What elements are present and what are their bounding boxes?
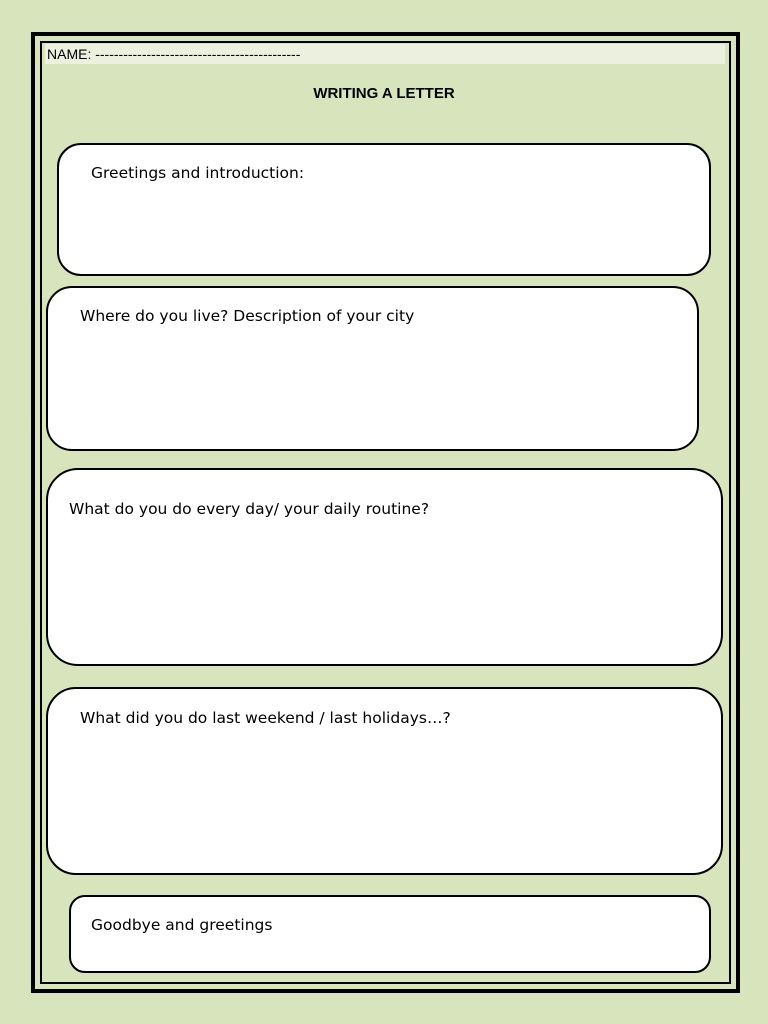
last-weekend-section-box[interactable]: [46, 687, 723, 875]
section-label: What did you do last weekend / last holidays…?: [80, 709, 451, 727]
section-label: Goodbye and greetings: [91, 916, 273, 934]
section-label: Where do you live? Description of your city: [80, 307, 415, 325]
where-you-live-section-box[interactable]: [46, 286, 699, 451]
section-label: What do you do every day/ your daily routine?: [69, 500, 430, 518]
page-title: WRITING A LETTER: [313, 85, 455, 102]
goodbye-section-box[interactable]: [69, 895, 711, 973]
greetings-section-box[interactable]: [57, 143, 711, 276]
name-field[interactable]: NAME: --------------------------------------------: [45, 44, 725, 64]
daily-routine-section-box[interactable]: [46, 468, 723, 666]
section-label: Greetings and introduction:: [91, 164, 305, 182]
